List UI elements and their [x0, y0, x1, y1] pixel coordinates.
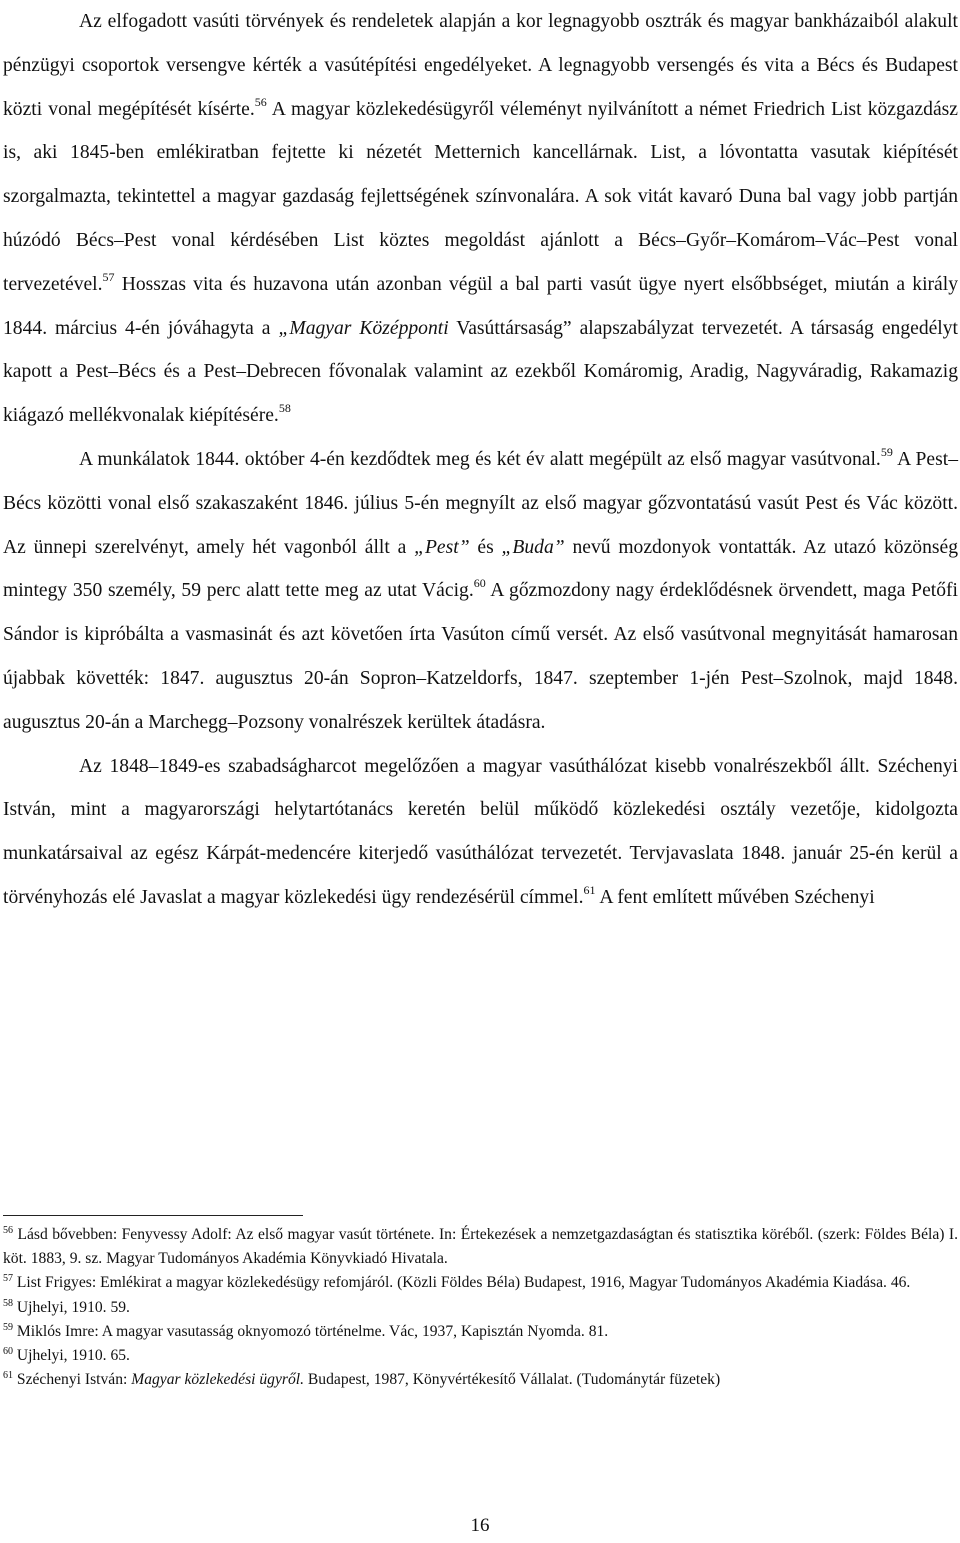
footnote-separator	[3, 1215, 303, 1216]
footnote-60	[3, 1344, 958, 1368]
footnote-ref-56[interactable]: 56	[254, 94, 267, 109]
footnote-text: List Frigyes: Emlékirat a magyar közlekedésügy refomjáról. (Közli Földes Béla) Budapest, 1916, Magyar Tudományos Akadémia Kiadása. 46.	[13, 1274, 911, 1292]
text-run: Hosszas vita és huzavona után azonban végül a bal parti vasút ügye nyert elsőbbséget, miután a király 1844. március 4-én jóváhagyta a	[3, 273, 958, 339]
footnote-text: Lásd bővebben: Fenyvessy Adolf: Az első magyar vasút története. In: Értekezések a nemzetgazdaságtan és statisztika köréből. (szerk: Földes Béla) I. köt. 1883, 9. sz. Magyar Tudományos Akadémia Könyvkiadó Hivatala.	[3, 1226, 958, 1268]
footnote-59	[3, 1320, 958, 1344]
text-run: A gőzmozdony nagy érdeklődésnek örvendett, maga Petőfi Sándor is kipróbálta a vasmasinát és azt követően írta Vasúton című versét. Az első vasútvonal megnyitását hamarosan újabbak követték: 1847. augusztus 20-án Sopron–Katzeldorfs, 1847. szeptember 1-jén Pest–Szolnok, majd 1848. augusztus 20-án a Marchegg–Pozsony vonalrészek kerültek átadásra.	[3, 580, 958, 733]
footnote-number: 61	[3, 1370, 13, 1382]
text-run: A fent említett művében Széchenyi	[595, 886, 875, 908]
footnote-text: Széchenyi István:	[13, 1371, 132, 1389]
text-run: Vasúttársaság” alapszabályzat tervezetét. A társaság engedélyt kapott a Pest–Bécs és a Pest–Debrecen fővonalak valamint az ezekből Komáromig, Aradig, Nagyváradig, Rakamazig kiágazó mellékvonalak kiépítésére.	[3, 317, 958, 427]
italic-locomotive-name: „Pest”	[414, 536, 470, 558]
paragraph-1	[3, 0, 958, 438]
footnote-text: Ujhelyi, 1910. 59.	[13, 1298, 130, 1316]
text-run: A Pest–Bécs közötti vonal első szakaszaként 1846. július 5-én megnyílt az első magyar gőzvontatású vasút Pest és Vác között. Az ünnepi szerelvényt, amely hét vagonból állt a	[3, 448, 958, 558]
paragraph-2	[3, 438, 958, 745]
footnotes	[3, 1223, 958, 1392]
footnote-text: Miklós Imre: A magyar vasutasság oknyomozó történelme. Vác, 1937, Kapisztán Nyomda. 81.	[13, 1322, 609, 1340]
footnote-number: 58	[3, 1297, 13, 1309]
footnote-ref-60[interactable]: 60	[473, 576, 486, 591]
footnote-text: Ujhelyi, 1910. 65.	[13, 1347, 130, 1365]
footnote-number: 59	[3, 1321, 13, 1333]
footnote-number: 56	[3, 1225, 13, 1236]
footnote-ref-59[interactable]: 59	[880, 444, 893, 459]
text-run: Az 1848–1849-es szabadságharcot megelőzően a magyar vasúthálózat kisebb vonalrészekből állt. Széchenyi István, mint a magyarországi helytartótanács keretén belül működő közlekedési osztály vezetője, kidolgozta munkatársaival az egész Kárpát-medencére kiterjedő vasúthálózat tervezetét. Tervjavaslata 1848. január 25-én kerül a törvényhozás elé Javaslat a magyar közlekedési ügy rendezésérül címmel.	[3, 755, 958, 908]
footnote-text: Budapest, 1987, Könyvértékesítő Vállalat. (Tudománytár füzetek)	[304, 1371, 721, 1389]
footnote-number: 60	[3, 1346, 13, 1358]
footnote-number: 57	[3, 1273, 13, 1285]
page-number: 16	[470, 1515, 490, 1536]
footnote-57	[3, 1271, 958, 1295]
footnote-ref-58[interactable]: 58	[278, 401, 291, 416]
footnote-italic-title: Magyar közlekedési ügyről.	[131, 1371, 304, 1389]
footnote-ref-61[interactable]: 61	[583, 882, 596, 897]
text-run: nevű mozdonyok vontatták. Az utazó közönség mintegy 350 személy, 59 perc alatt tette meg az utat Vácig.	[3, 536, 958, 602]
text-run: A magyar közlekedésügyről véleményt nyilvánított a német Friedrich List közgazdász is, aki 1845-ben emlékiratban fejtette ki nézetét Metternich kancellárnak. List, a lóvontatta vasutak kiépítését szorgalmazta, tekintettel a magyar gazdaság fejlettségének színvonalára. A sok vitát kavaró Duna bal vagy jobb partján húzódó Bécs–Pest vonal kérdésében List köztes megoldást ajánlott a Bécs–Győr–Komárom–Vác–Pest vonal tervezetével.	[3, 98, 958, 295]
footnote-58	[3, 1296, 958, 1320]
text-run: és	[469, 536, 502, 558]
main-text	[3, 0, 958, 920]
text-run: Az elfogadott vasúti törvények és rendeletek alapján a kor legnagyobb osztrák és magyar bankházaiból alakult pénzügyi csoportok versengve kérték a vasútépítési engedélyeket. A legnagyobb versengés és vita a Bécs és Budapest közti vonal megépítését kísérte.	[3, 11, 958, 120]
italic-locomotive-name: „Buda”	[501, 536, 565, 558]
footnote-56	[3, 1223, 958, 1271]
footnote-ref-57[interactable]: 57	[102, 269, 115, 284]
italic-title: „Magyar Középponti	[278, 317, 449, 339]
paragraph-3	[3, 745, 958, 920]
text-run: A munkálatok 1844. október 4-én kezdődtek meg és két év alatt megépült az első magyar vasútvonal.	[79, 448, 881, 470]
footnote-61	[3, 1368, 958, 1392]
